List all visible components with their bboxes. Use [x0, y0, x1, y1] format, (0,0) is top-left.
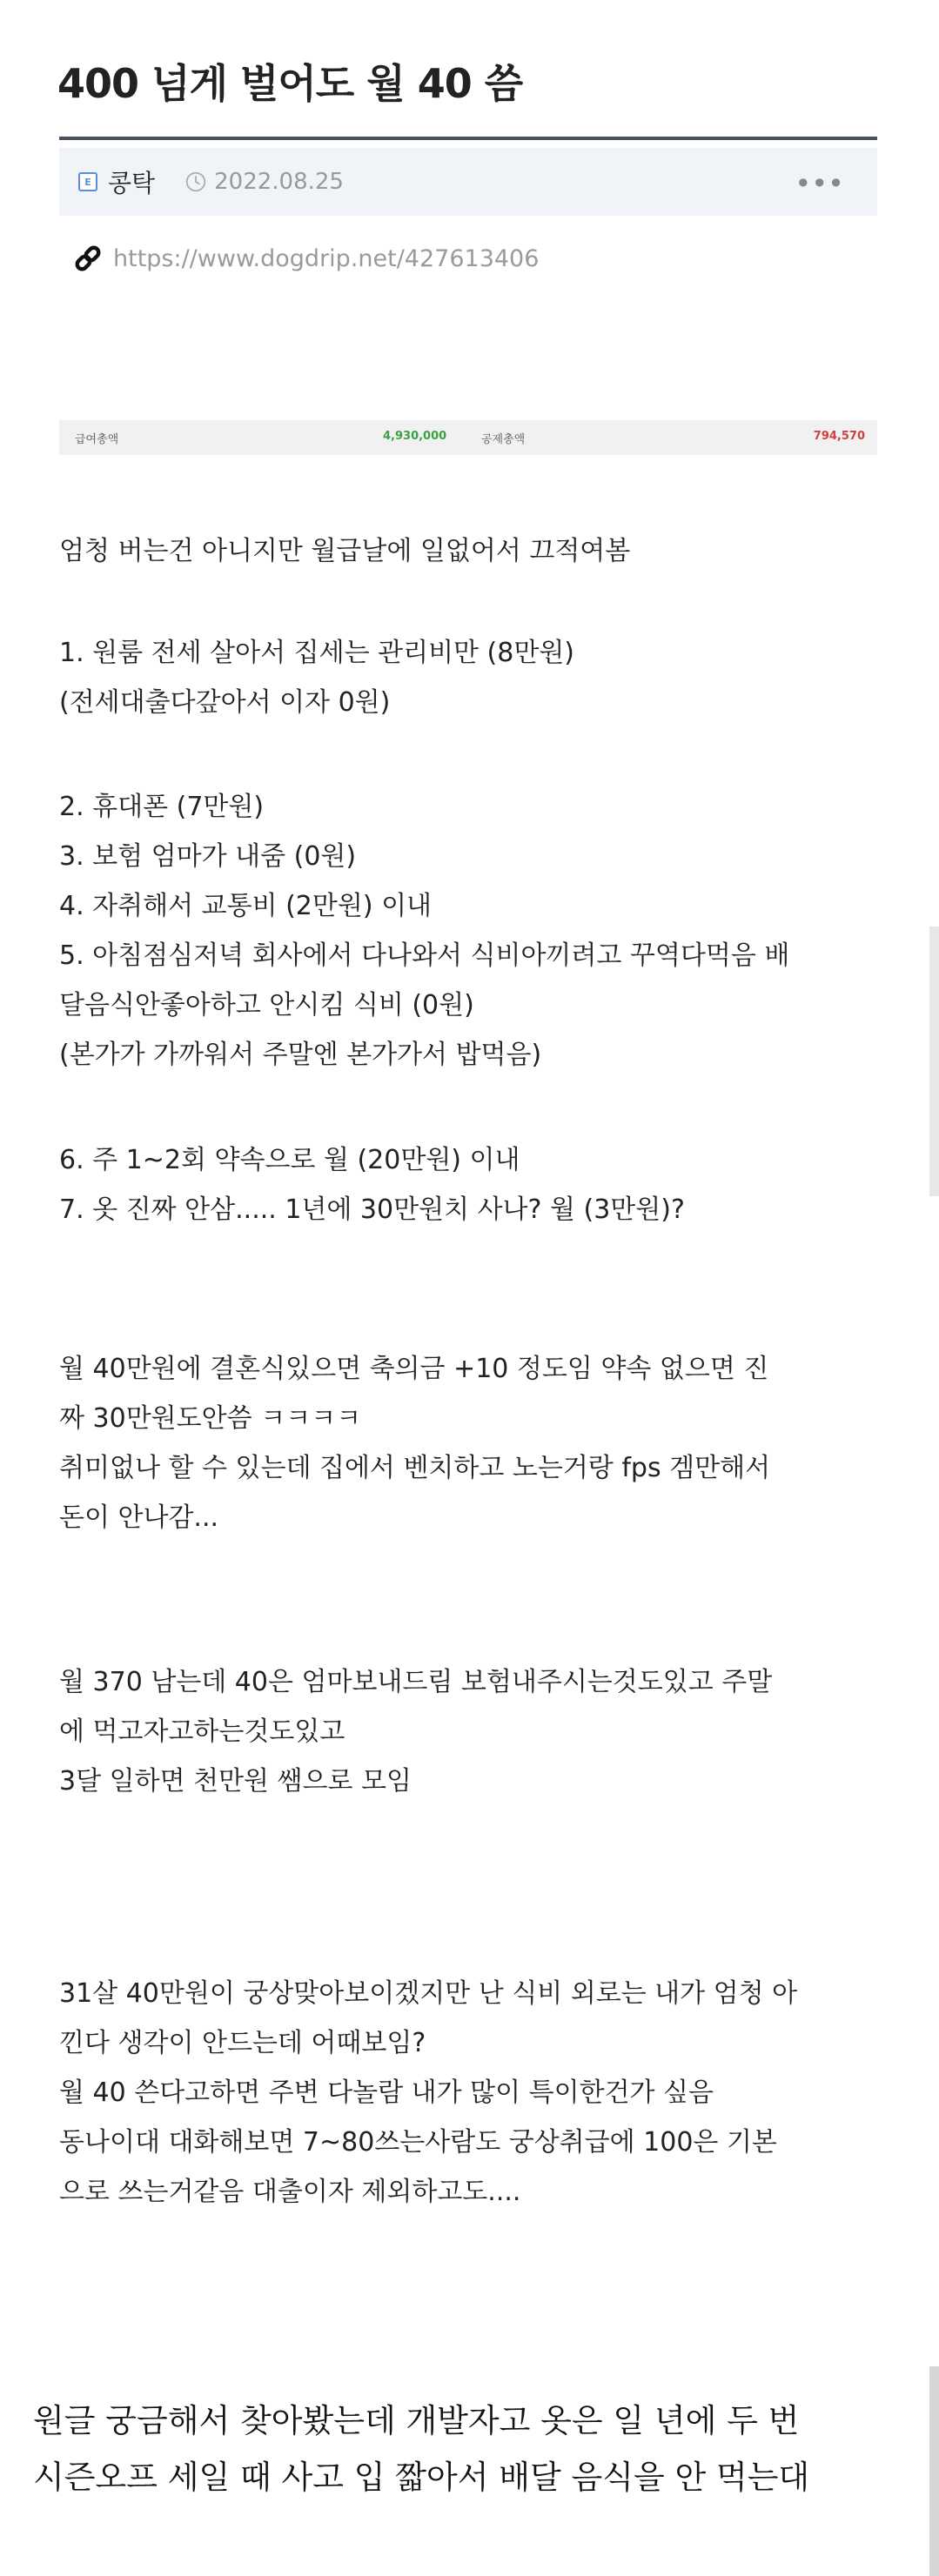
comment-scroll-indicator: [929, 2366, 939, 2576]
comment-text: 원글 궁금해서 찾아봤는데 개발자고 옷은 일 년에 두 번 시즌오프 세일 때 사고 입 짧아서 배달 음식을 안 먹는대: [33, 2402, 810, 2496]
body-paragraph: 1. 원룸 전세 살아서 집세는 관리비만 (8만원) (전세대출다갚아서 이자 0원): [59, 638, 575, 718]
body-paragraph: 2. 휴대폰 (7만원) 3. 보험 엄마가 내줌 (0원) 4. 자취해서 교통비 (2만원) 이내 5. 아침점심저녁 회사에서 다나와서 식비아끼려고 꾸역다먹음 배 달음식안좋아하고 안시킴 식비 (0원) (본가가 가까워서 주말엔 본가가서 밥먹음): [59, 792, 790, 1070]
body-paragraph: 월 40만원에 결혼식있으면 축의금 +10 정도임 약속 없으면 진 짜 30만원도안씀 ㅋㅋㅋㅋ 취미없나 할 수 있는데 집에서 벤치하고 노는거랑 fps 겜만해서 돈이 안나감...: [59, 1354, 771, 1533]
body-paragraph: 엄청 버는건 아니지만 월급날에 일없어서 끄적여봄: [59, 536, 631, 566]
gross-pay-value: 4,930,000: [383, 430, 447, 443]
scroll-indicator: [929, 927, 939, 1196]
source-url[interactable]: https://www.dogdrip.net/427613406: [113, 244, 540, 272]
deduction-label: 공제총액: [481, 433, 526, 446]
source-link-row[interactable]: [71, 242, 539, 275]
post-title: 400 넘게 벌어도 월 40 씀: [57, 60, 523, 107]
post-date: 2022.08.25: [214, 169, 344, 195]
deduction-value: 794,570: [813, 430, 865, 443]
board-icon[interactable]: E: [78, 172, 97, 191]
body-paragraph: 6. 주 1~2회 약속으로 월 (20만원) 이내 7. 옷 진짜 안삼..... 1년에 30만원치 사나? 월 (3만원)?: [59, 1145, 685, 1225]
salary-summary-image: [59, 420, 877, 455]
body-paragraph: 31살 40만원이 궁상맞아보이겠지만 난 식비 외로는 내가 엄청 아 낀다 생각이 안드는데 어때보임? 월 40 쓴다고하면 주변 다놀람 내가 많이 특이한건가 싶음 동나이대 대화해보면 7~80쓰는사람도 궁상취급에 100은 기본 으로 쓰는거같음 대출이자 제외하고도....: [59, 1978, 798, 2207]
title-divider: [59, 137, 877, 140]
link-icon: [71, 242, 104, 275]
body-paragraph: 월 370 남는데 40은 엄마보내드림 보험내주시는것도있고 주말 에 먹고자고하는것도있고 3달 일하면 천만원 쌤으로 모임: [59, 1667, 773, 1797]
more-options-icon[interactable]: •••: [795, 167, 844, 200]
author-name[interactable]: 콩탁: [108, 169, 156, 197]
post-meta-bar: [59, 148, 877, 216]
clock-icon: [184, 171, 207, 193]
gross-pay-label: 급여총액: [75, 433, 119, 446]
